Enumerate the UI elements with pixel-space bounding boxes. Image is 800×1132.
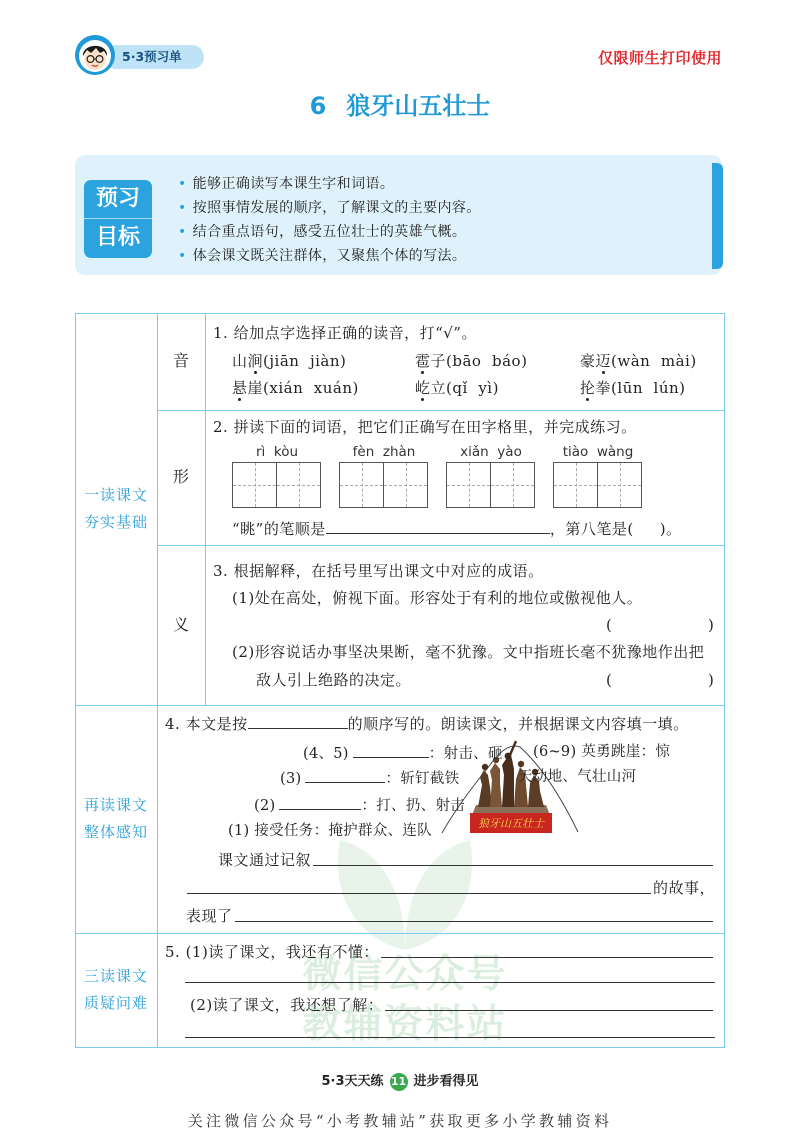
statue-banner-text: 狼牙山五壮士 xyxy=(478,817,544,830)
answer-blank xyxy=(187,893,651,894)
table-divider xyxy=(157,410,725,411)
watermark-line1: 微信公众号 xyxy=(302,952,508,997)
step-text: ：斩钉截铁 xyxy=(385,771,460,787)
step-text: ：打、扔、射击 xyxy=(361,798,466,814)
pinyin-label: fèn zhàn xyxy=(352,444,416,460)
answer-blank xyxy=(279,795,361,810)
summary-line-2 xyxy=(185,879,715,897)
goal-text: 按照事情发展的顺序，了解课文的主要内容。 xyxy=(192,200,481,216)
answer-blank xyxy=(353,743,429,758)
summary-text: 课文通过记叙 xyxy=(218,851,312,869)
word-option xyxy=(580,352,697,370)
section-label-read3 xyxy=(75,963,157,1017)
answer-blank xyxy=(235,921,713,922)
question-4 xyxy=(165,714,689,733)
goal-item xyxy=(178,223,466,241)
pinyin-label: xiǎn yào xyxy=(460,444,522,460)
answer-paren-open: ( xyxy=(606,671,613,689)
step-number: (4、5) xyxy=(303,746,349,762)
plot-step xyxy=(280,768,459,788)
meaning-item-1: (1)处在高处，俯视下面。形容处于有利的地位或傲视他人。 xyxy=(232,589,643,607)
word-option xyxy=(415,379,499,397)
dotted-char: 涧 xyxy=(247,352,264,370)
pinyin-options: (wàn mài) xyxy=(611,352,697,370)
word-char: 豪 xyxy=(580,352,596,370)
question-5-1 xyxy=(165,943,715,961)
step-number: (2) xyxy=(254,798,276,814)
section-label-line: 夯实基础 xyxy=(83,513,148,531)
step-text: 英勇跳崖：惊 xyxy=(581,744,671,760)
dotted-char: 迈 xyxy=(595,352,612,370)
answer-blank xyxy=(313,865,713,866)
dotted-char: 悬 xyxy=(232,379,248,397)
series-badge-label: 5·3预习单 xyxy=(122,49,182,64)
plot-peak xyxy=(533,743,670,761)
goals-label-bottom: 目标 xyxy=(95,225,140,250)
bullet-icon: • xyxy=(178,200,187,216)
lesson-number: 6 xyxy=(309,92,327,120)
answer-blank xyxy=(326,519,550,534)
pinyin-options: (xián xuán) xyxy=(263,379,359,397)
meaning-item-2-cont: 敌人引上绝路的决定。 xyxy=(256,671,412,689)
goals-label-top: 预习 xyxy=(84,180,152,219)
goal-item xyxy=(178,199,481,217)
table-divider xyxy=(75,705,725,706)
stroke-order-question xyxy=(232,519,682,538)
answer-blank xyxy=(305,768,385,783)
footer-slogan: 进步看得见 xyxy=(413,1074,479,1089)
pinyin-options: (jiān jiàn) xyxy=(263,352,347,370)
word-char: 拳 xyxy=(595,379,612,397)
section-label-read1 xyxy=(75,482,157,536)
print-notice: 仅限师生打印使用 xyxy=(597,49,722,67)
question-text: 5. (1)读了课文，我还有不懂： xyxy=(165,943,379,961)
step-text: 接受任务：掩护群众、连队 xyxy=(254,823,432,839)
page-footer xyxy=(0,1072,800,1092)
tianzige-grid xyxy=(553,462,642,508)
tag-sound: 音 xyxy=(172,351,189,370)
stroke-text: “眺”的笔顺是 xyxy=(232,520,326,538)
tianzige-grid xyxy=(232,462,321,508)
table-divider xyxy=(205,313,206,705)
promo-line: 关注微信公众号“小考教辅站”获取更多小学教辅资料 xyxy=(187,1112,613,1130)
plot-step xyxy=(228,822,432,840)
section-label-line: 一读课文 xyxy=(83,486,148,504)
word-option xyxy=(580,379,686,397)
pinyin-options: (bāo báo) xyxy=(446,352,528,370)
question-1: 1. 给加点字选择正确的读音，打“√”。 xyxy=(213,324,477,342)
answer-blank xyxy=(385,1010,713,1011)
section-label-line: 再读课文 xyxy=(83,796,148,814)
pinyin-label: rì kòu xyxy=(255,444,299,460)
word-char: 子 xyxy=(430,352,447,370)
section-label-line: 整体感知 xyxy=(83,823,148,841)
goal-text: 体会课文既关注群体，又聚焦个体的写法。 xyxy=(192,248,467,264)
answer-line xyxy=(185,1037,715,1038)
dotted-char: 抡 xyxy=(580,379,596,397)
word-option xyxy=(232,352,346,370)
plot-step xyxy=(303,743,503,763)
word-char: 崖 xyxy=(247,379,264,397)
word-option xyxy=(232,379,359,397)
pinyin-options: (qǐ yì) xyxy=(446,379,499,397)
goal-item xyxy=(178,175,394,193)
bullet-icon: • xyxy=(178,224,187,240)
goal-text: 结合重点语句，感受五位壮士的英雄气概。 xyxy=(192,224,467,240)
section-label-read2 xyxy=(75,792,157,846)
question-text: 4. 本文是按 xyxy=(165,715,248,733)
stroke-text: )。 xyxy=(659,520,682,538)
tianzige-grid xyxy=(339,462,428,508)
question-5-2 xyxy=(190,996,715,1014)
step-number: (3) xyxy=(280,771,302,787)
tag-meaning: 义 xyxy=(172,615,189,634)
step-number: (1) xyxy=(228,823,250,839)
bullet-icon: • xyxy=(178,176,187,192)
answer-blank xyxy=(381,957,713,958)
plot-peak-cont: 天动地、气壮山河 xyxy=(518,769,637,785)
tianzige-grid xyxy=(446,462,535,508)
section-label-line: 三读课文 xyxy=(83,967,148,985)
answer-line xyxy=(185,982,715,983)
word-char: 山 xyxy=(232,352,248,370)
lesson-title xyxy=(0,91,800,121)
question-text: (2)读了课文，我还想了解： xyxy=(190,996,384,1014)
dotted-char: 屹 xyxy=(415,379,431,397)
tag-shape: 形 xyxy=(172,467,189,486)
goal-text: 能够正确读写本课生字和词语。 xyxy=(192,176,395,192)
dotted-char: 雹 xyxy=(415,352,431,370)
meaning-item-2: (2)形容说话办事坚决果断，毫不犹豫。文中指班长毫不犹豫地作出把 xyxy=(232,643,705,661)
word-char: 立 xyxy=(430,379,447,397)
summary-text: 表现了 xyxy=(186,907,233,925)
summary-line-1 xyxy=(218,851,715,869)
question-2: 2. 拼读下面的词语，把它们正确写在田字格里，并完成练习。 xyxy=(213,418,637,436)
section-label-line: 质疑问难 xyxy=(83,994,148,1012)
goals-label xyxy=(84,180,152,258)
series-badge xyxy=(104,45,204,69)
question-text: 的顺序写的。朗读课文，并根据课文内容填一填。 xyxy=(347,715,689,733)
pinyin-label: tiào wàng xyxy=(562,444,634,460)
plot-step xyxy=(254,795,465,815)
lesson-name: 狼牙山五壮士 xyxy=(346,92,491,120)
word-option xyxy=(415,352,527,370)
answer-blank xyxy=(248,714,348,729)
answer-paren-close: ) xyxy=(708,671,715,689)
summary-text: 的故事， xyxy=(652,879,715,897)
table-divider xyxy=(157,313,158,1048)
footer-series: 5·3天天练 xyxy=(321,1074,384,1089)
stroke-text: ，第八笔是( xyxy=(549,520,634,538)
table-divider xyxy=(157,545,725,546)
goal-item xyxy=(178,247,466,265)
page-number: 11 xyxy=(390,1073,408,1091)
answer-paren-open: ( xyxy=(606,616,613,634)
table-divider xyxy=(75,933,725,934)
pinyin-options: (lūn lún) xyxy=(611,379,686,397)
summary-line-3 xyxy=(186,907,715,925)
goals-side-bar xyxy=(712,163,723,269)
question-3: 3. 根据解释，在括号里写出课文中对应的成语。 xyxy=(213,562,544,580)
watermark-line2: 教辅资料站 xyxy=(302,1002,508,1047)
mascot-avatar-icon xyxy=(74,34,116,76)
step-number: (6~9) xyxy=(533,744,577,760)
step-text: ：射击、砸 xyxy=(428,746,503,762)
bullet-icon: • xyxy=(178,248,187,264)
answer-paren-close: ) xyxy=(708,616,715,634)
